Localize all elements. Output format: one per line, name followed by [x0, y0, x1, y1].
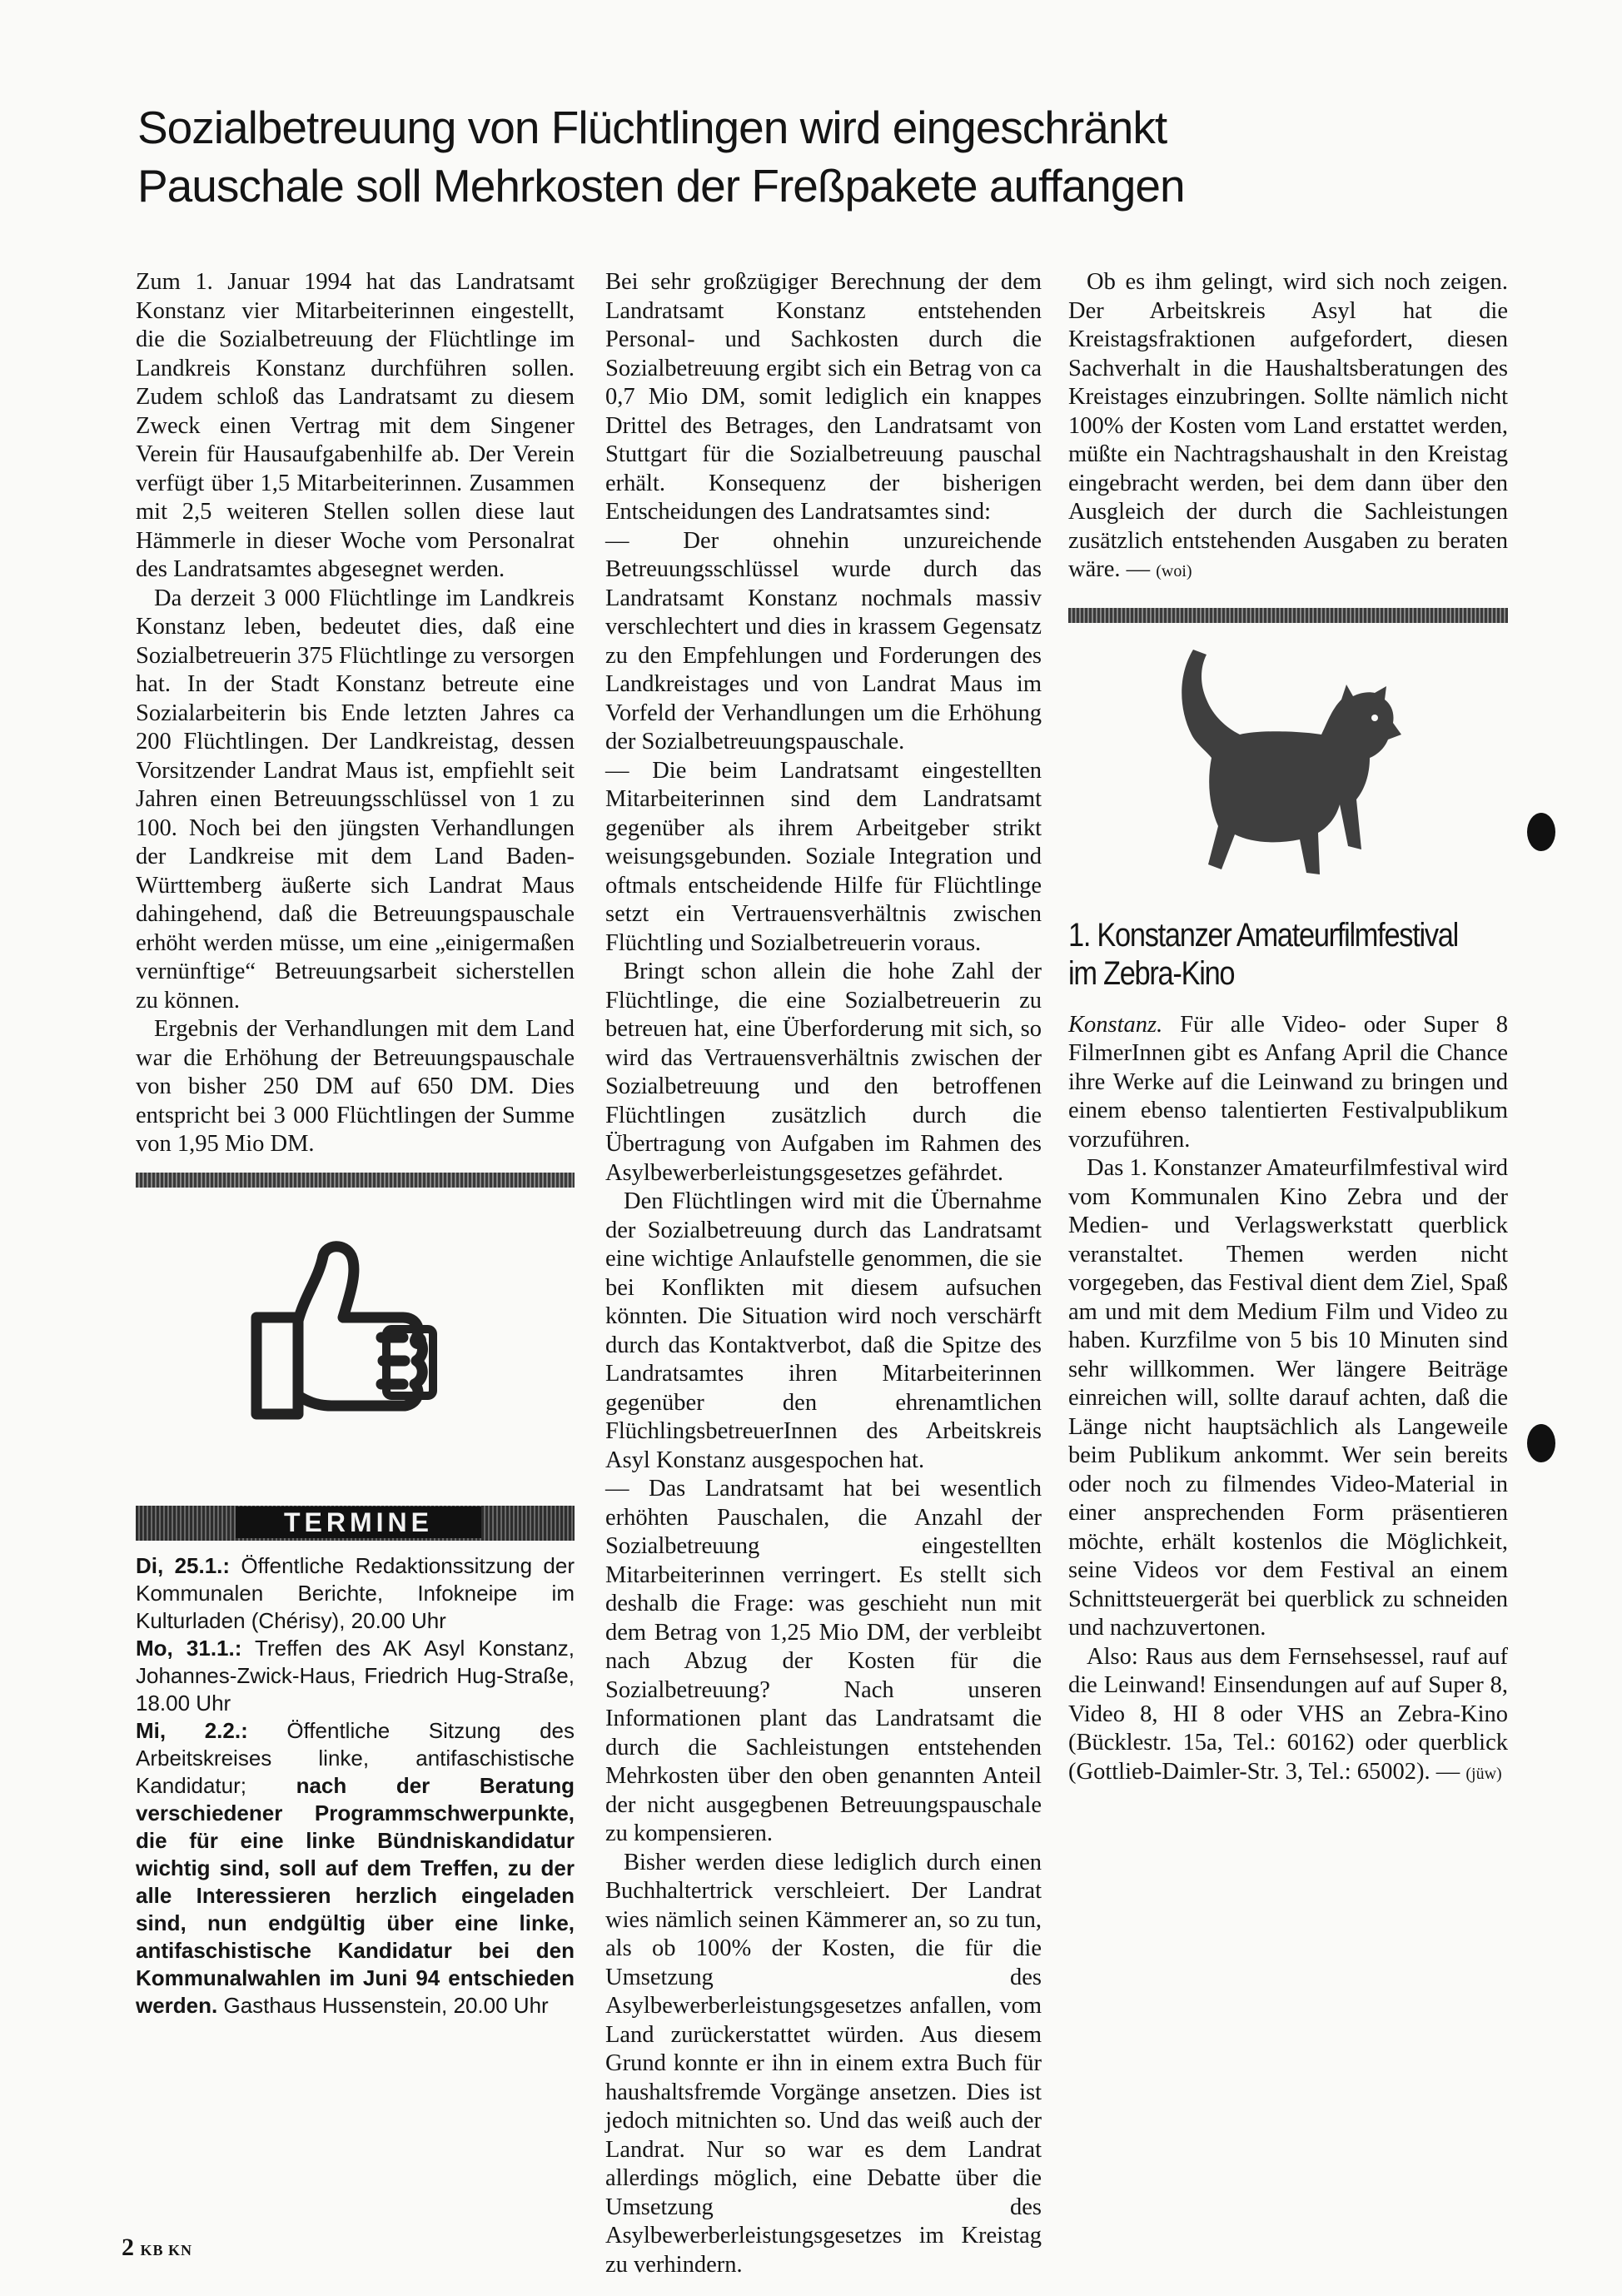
- film-article-title: [1068, 916, 1458, 993]
- event-text: Öffentliche Redaktionssitzung der Kommunalen Berichte, Infokneipe im Kulturladen (Chérisy), 20.00 Uhr: [136, 1552, 575, 1633]
- event-date: Mi, 2.2.:: [136, 1717, 248, 1743]
- film-paragraph-text: Also: Raus aus dem Fernsehsessel, rauf auf die Leinwand! Einsendungen auf auf Super 8, Video 8, HI 8 oder VHS an Zebra-Kino (Bücklestr. 15a, Tel.: 60162) oder querblick (Gottlieb-Daimler-Str. 3, Tel.: 65002). —: [1068, 1643, 1508, 1785]
- film-title-line-1: 1. Konstanzer Amateurfilmfestival: [1068, 916, 1458, 954]
- termine-list: [136, 1552, 575, 2020]
- article-paragraph-text: Ob es ihm gelingt, wird sich noch zeigen. Der Arbeitskreis Asyl hat die Kreistagsfraktionen aufgefordert, diesen Sachverhalt in die Haushaltsberatungen des Kreistages einzubringen. Sollte nämlich nicht 100% der Kosten vom Land erstattet werden, müßte ein Nachtragshaushalt in den Kreistag eingebracht werden, bei dem dann über den Ausgleich der durch die Sachleistungen zusätzlich entstehenden Ausgaben zu beraten wäre. —: [1068, 269, 1508, 582]
- film-paragraph: [1068, 1011, 1508, 1155]
- film-dateline: Konstanz.: [1068, 1011, 1163, 1038]
- event-text: Öffentliche Sitzung des Arbeitskreises linke, antifaschistische Kandidatur;: [136, 1717, 575, 1798]
- event-date: Di, 25.1.:: [136, 1552, 231, 1578]
- section-divider: [1068, 608, 1508, 623]
- page-number: 2: [122, 2234, 134, 2261]
- event-entry: [136, 1635, 575, 1717]
- event-entry: [136, 1552, 575, 1635]
- punch-hole: [1527, 813, 1555, 851]
- article-paragraph: Da derzeit 3 000 Flüchtlinge im Landkreis Konstanz leben, bedeutet dies, daß eine Sozialbetreuerin 375 Flüchtlinge zu versorgen hat. In der Stadt Konstanz betreute eine Sozialarbeiterin bis Ende letzten Jahres ca 200 Flüchtlingen. Der Landkreistag, dessen Vorsitzender Landrat Maus ist, empfiehlt seit Jahren einen Betreuungsschlüssel von 1 zu 100. Noch bei den jüngsten Verhandlungen der Landkreise mit dem Land Baden-Württemberg äußerte sich Landrat Maus dahingehend, daß die Betreuungspauschale erhöht werden müsse, um eine „einigermaßen vernünftige“ Betreuungsarbeit sicherstellen zu können.: [136, 585, 575, 1014]
- article-paragraph: Zum 1. Januar 1994 hat das Landratsamt Konstanz vier Mitarbeiterinnen eingestellt, die die Sozialbetreuung der Flüchtlinge im Landkreis Konstanz durchführen sollen. Zudem schloß das Landratsamt zu diesem Zweck einen Vertrag mit dem Singener Verein für Hausaufgabenhilfe ab. Der Verein verfügt über 1,5 Mitarbeiterinnen. Zusammen mit 2,5 weiteren Stellen sollen diese laut Hämmerle in dieser Woche vom Personalrat des Landratsamtes abgesegnet werden.: [136, 269, 575, 582]
- event-text: Treffen des AK Asyl Konstanz, Johannes-Zwick-Haus, Friedrich Hug-Straße, 18.00 Uhr: [136, 1635, 575, 1716]
- film-title-line-2: im Zebra-Kino: [1068, 954, 1235, 992]
- author-signature: (woi): [1156, 562, 1192, 580]
- event-entry: [136, 1717, 575, 2020]
- termine-banner: [136, 1506, 575, 1541]
- article-paragraph: Bisher werden diese lediglich durch einen Buchhaltertrick verschleiert. Der Landrat wies nämlich seinen Kämmerer an, so zu tun, als ob 100% der Kosten, die für die Umsetzung des Asylbewerberleistungsgesetzes anfallen, vom Land zurückerstattet würden. Aus diesem Grund konnte er ihn in einem extra Buch für haushaltsfremde Vorgänge ansetzen. Dies ist jedoch mitnichten so. Und das weiß auch der Landrat. Nur so war es dem Landrat allerdings möglich, eine Debatte über die Umsetzung des Asylbewerberleistungsgesetzes im Kreistag zu verhindern.: [605, 1849, 1042, 2278]
- column-2: [605, 268, 1042, 2279]
- column-3: [1068, 268, 1508, 1788]
- event-venue: Gasthaus Hussenstein, 20.00 Uhr: [217, 1992, 549, 2018]
- article-paragraph: Bei sehr großzügiger Berechnung der dem Landratsamt Konstanz entstehenden Personal- und Sachkosten durch die Sozialbetreuung ergibt sich ein Betrag von ca 0,7 Mio DM, somit lediglich ein knappes Drittel des Betrages, den Landratsamt von Stuttgart für die Sozialbetreuung pauschal erhält. Konsequenz der bisherigen Entscheidungen des Landratsamtes sind:: [605, 269, 1042, 525]
- film-paragraph: Das 1. Konstanzer Amateurfilmfestival wird vom Kommunalen Kino Zebra und der Medien- und Verlagswerkstatt querblick veranstaltet. Themen werden nicht vorgegeben, das Festival dient dem Ziel, Spaß am und mit dem Medium Film und Video zu haben. Kurzfilme von 5 bis 10 Minuten sind sehr willkommen. Wer längere Beiträge einreichen will, sollte darauf achten, daß die Länge nicht hauptsächlich als Langeweile beim Publikum ankommt. Wer sein bereits oder noch zu filmendes Video-Material in einer ansprechenden Form präsentieren möchte, erhält kostenlos die Möglichkeit, seine Videos vor dem Festival an einem Schnittsteuergerät bei querblick zu schneiden und nachzuvertonen.: [1068, 1155, 1508, 1641]
- article-paragraph: — Die beim Landratsamt eingestellten Mitarbeiterinnen sind dem Landratsamt gegenüber als ihrem Arbeitgeber strikt weisungsgebunden. Soziale Integration und oftmals entscheidende Hilfe für Flüchtlinge setzt ein Vertrauensverhältnis zwischen Flüchtling und Sozialbetreuerin voraus.: [605, 757, 1042, 956]
- headline-line-2: Pauschale soll Mehrkosten der Freßpakete auffangen: [137, 160, 1185, 212]
- headline: [137, 98, 1436, 215]
- termine-label: TERMINE: [236, 1507, 481, 1538]
- article-paragraph: — Der ohnehin unzureichende Betreuungsschlüssel wurde durch das Landratsamt Konstanz nochmals massiv verschlechtert und dies in krassem Gegensatz zu den Empfehlungen und Forderungen des Landkreistages und von Landrat Maus im Vorfeld der Verhandlungen um die Erhöhung der Sozialbetreuungspauschale.: [605, 527, 1042, 755]
- section-divider: [136, 1173, 575, 1188]
- article-paragraph: Den Flüchtlingen wird mit die Übernahme der Sozialbetreuung durch das Landratsamt eine wichtige Anlaufstelle genommen, die sie bei Konflikten mit diesem aufsuchen könnten. Die Situation wird noch verschärft durch das Kontaktverbot, daß die Spitze des Landratsamtes ihren Mitarbeiterinnen gegenüber den ehrenamtlichen FlüchlingsbetreuerInnen des Arbeitskreis Asyl Konstanz ausgespochen hat.: [605, 1188, 1042, 1473]
- publication-mark: KB KN: [140, 2242, 193, 2259]
- black-cat-illustration: [1160, 641, 1410, 891]
- column-1: [136, 268, 575, 2020]
- punch-hole: [1527, 1424, 1555, 1462]
- article-paragraph: Ergebnis der Verhandlungen mit dem Land war die Erhöhung der Betreuungspauschale von bisher 250 DM auf 650 DM. Dies entspricht bei 3 000 Flüchtlingen der Summe von 1,95 Mio DM.: [136, 1016, 575, 1157]
- thumbs-up-icon: [240, 1238, 465, 1446]
- article-paragraph: [1068, 268, 1508, 586]
- event-date: Mo, 31.1.:: [136, 1635, 242, 1661]
- article-paragraph: Bringt schon allein die hohe Zahl der Flüchtlinge, die eine Sozialbetreuerin zu betreuen hat, eine Überforderung mit sich, so wird das Vertrauensverhältnis zwischen der Sozialbetreuung und den betroffenen Flüchtlingen zusätzlich durch die Übertragung von Aufgaben im Rahmen des Asylbewerberleistungsgesetzes gefährdet.: [605, 959, 1042, 1186]
- article-paragraph: — Das Landratsamt hat bei wesentlich erhöhten Pauschalen, die Anzahl der Sozialbetreuung eingestellten Mitarbeiterinnen verringert. Es stellt sich deshalb die Frage: was geschieht nun mit dem Betrag von 1,25 Mio DM, der verbleibt nach Abzug der Kosten für die Sozialbetreuung? Nach unseren Informationen plant das Landratsamt die durch die Sachleistungen entstehenden Mehrkosten über den oben genannten Anteil der nicht ausgegbenen Betreuungspauschale zu kompensieren.: [605, 1476, 1042, 1846]
- film-paragraph-text: Für alle Video- oder Super 8 FilmerInnen gibt es Anfang April die Chance ihre Werke auf die Leinwand zu bringen und einem ebenso talentierten Festivalpublikum vorzuführen.: [1068, 1011, 1508, 1153]
- film-paragraph: [1068, 1643, 1508, 1789]
- event-text-bold: nach der Beratung verschiedener Programmschwerpunkte, die für eine linke Bündniskandidatur wichtig sind, soll auf dem Treffen, zu der alle Interessieren herzlich eingeladen sind, nun endgültig über eine linke, antifaschistische Kandidatur bei den Kommunalwahlen im Juni 94 entschieden werden.: [136, 1772, 575, 2018]
- headline-line-1: Sozialbetreuung von Flüchtlingen wird eingeschränkt: [137, 102, 1167, 153]
- author-signature: (jüw): [1465, 1764, 1502, 1783]
- page-footer: [122, 2234, 192, 2262]
